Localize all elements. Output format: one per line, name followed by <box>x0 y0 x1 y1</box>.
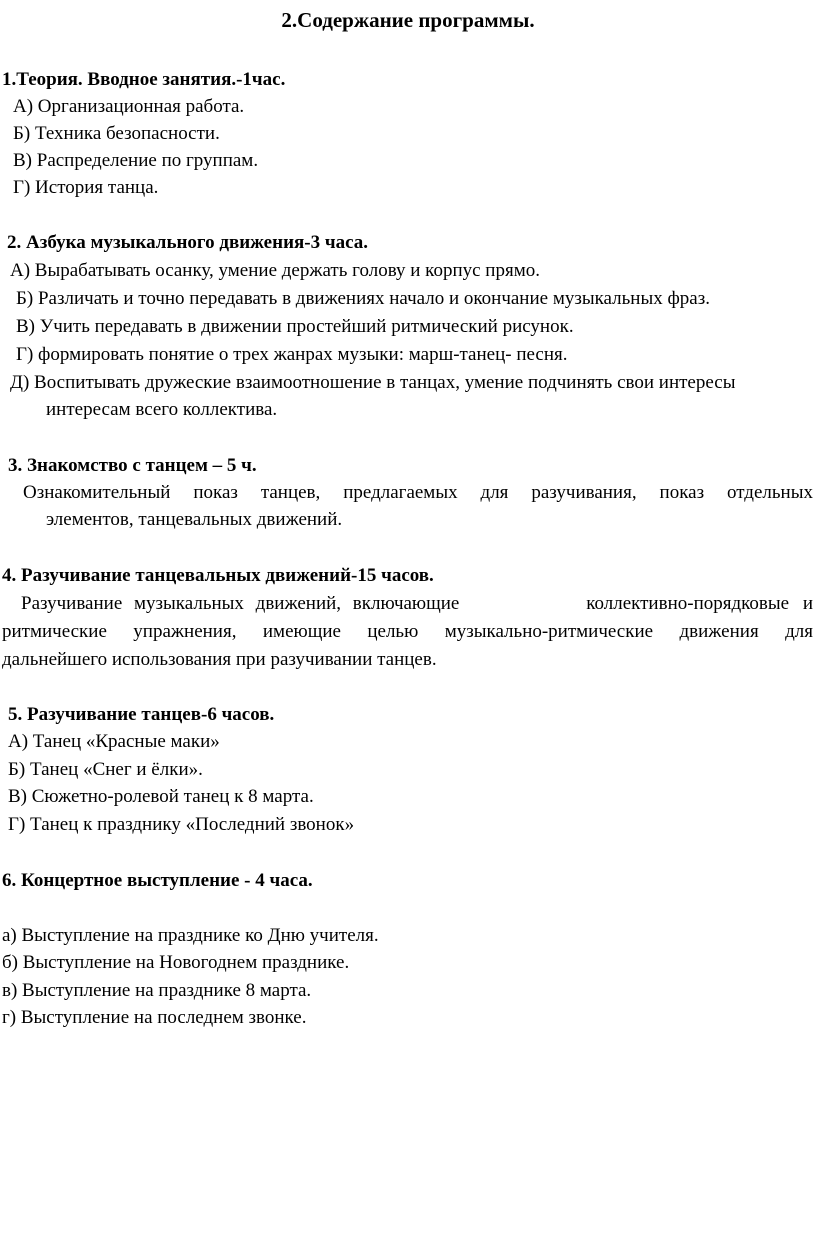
section-1-item: А) Организационная работа. <box>13 96 245 117</box>
section-2-heading: 2. Азбука музыкального движения-3 часа. <box>7 232 368 253</box>
section-6-item: в) Выступление на празднике 8 марта. <box>2 980 312 1001</box>
section-5-item: В) Сюжетно-ролевой танец к 8 марта. <box>8 786 314 807</box>
section-6-item: б) Выступление на Новогоднем празднике. <box>2 952 350 973</box>
section-5-heading: 5. Разучивание танцев-6 часов. <box>8 704 275 725</box>
section-6-item: а) Выступление на празднике ко Дню учителя. <box>2 925 379 946</box>
section-1-item: В) Распределение по группам. <box>13 150 259 171</box>
section-1-item: Б) Техника безопасности. <box>13 123 220 144</box>
section-4-paragraph-line: Разучивание музыкальных движений, включающие <box>21 593 460 614</box>
section-4-paragraph-line: коллективно-порядковые и <box>586 593 813 614</box>
section-1-item: Г) История танца. <box>13 177 159 198</box>
section-2-item: А) Вырабатывать осанку, умение держать голову и корпус прямо. <box>10 260 540 281</box>
section-2-item: Г) формировать понятие о трех жанрах музыки: марш-танец- песня. <box>16 344 568 365</box>
section-5-item: Б) Танец «Снег и ёлки». <box>8 759 203 780</box>
section-5-item: А) Танец «Красные маки» <box>8 731 220 752</box>
page-title: 2.Содержание программы. <box>281 8 535 32</box>
section-2-item: Б) Различать и точно передавать в движениях начало и окончание музыкальных фраз. <box>16 288 710 309</box>
section-4-heading: 4. Разучивание танцевальных движений-15 часов. <box>2 565 434 586</box>
section-5-item: Г) Танец к празднику «Последний звонок» <box>8 814 355 835</box>
section-2-item-continuation: интересам всего коллектива. <box>46 399 278 420</box>
section-4-paragraph-line: ритмические упражнения, имеющие целью музыкально-ритмические движения для <box>2 621 813 642</box>
section-1-heading: 1.Теория. Вводное занятия.-1час. <box>2 69 286 90</box>
section-4-paragraph-line: дальнейшего использования при разучивании танцев. <box>2 649 437 670</box>
section-6-heading: 6. Концертное выступление - 4 часа. <box>2 870 313 891</box>
section-6-item: г) Выступление на последнем звонке. <box>2 1007 307 1028</box>
section-3-paragraph-line: элементов, танцевальных движений. <box>46 509 343 530</box>
section-3-paragraph-line: Ознакомительный показ танцев, предлагаемых для разучивания, показ отдельных <box>23 482 813 503</box>
section-2-item: В) Учить передавать в движении простейший ритмический рисунок. <box>16 316 574 337</box>
section-3-heading: 3. Знакомство с танцем – 5 ч. <box>8 455 257 476</box>
section-2-item: Д) Воспитывать дружеские взаимоотношение в танцах, умение подчинять свои интересы <box>10 372 736 393</box>
